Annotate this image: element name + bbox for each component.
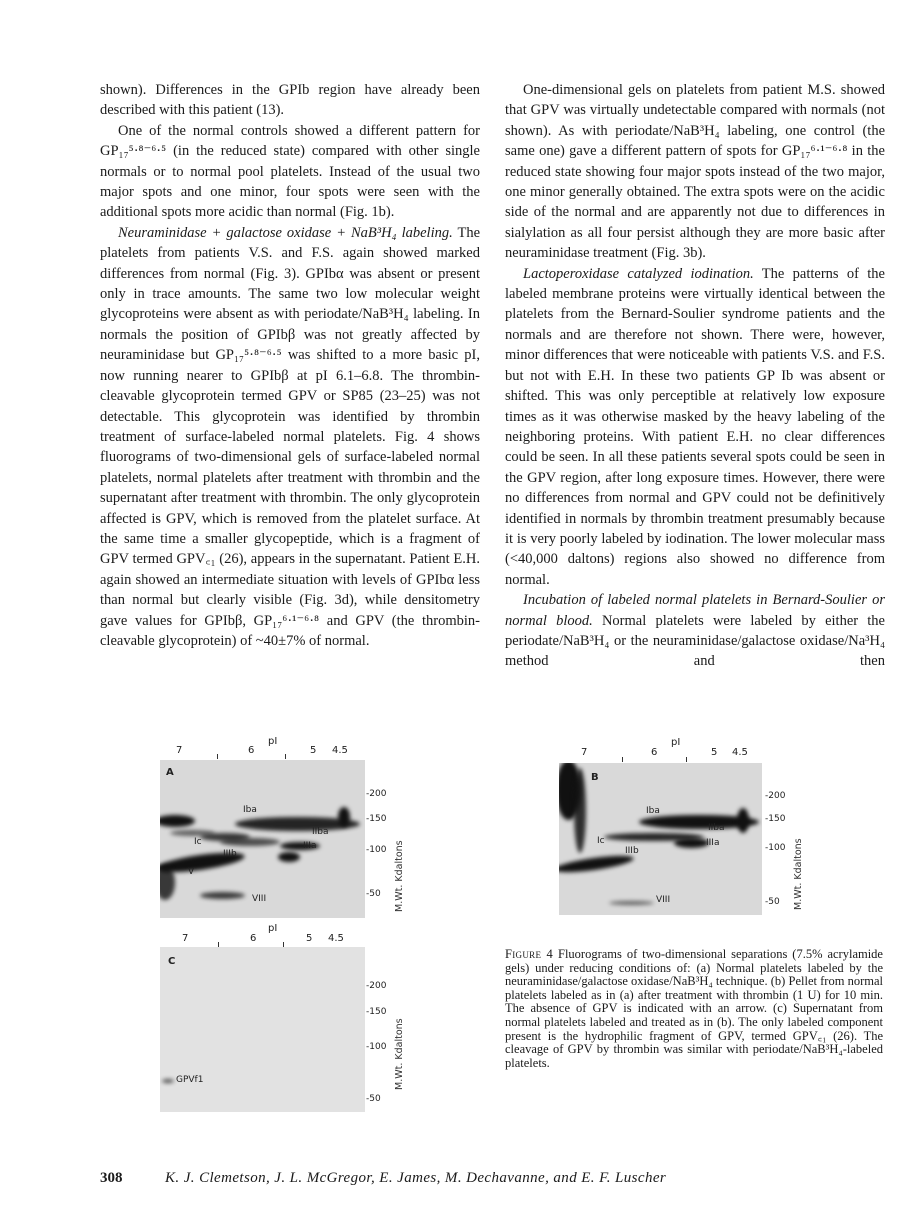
mw-axis-label: M.Wt. Kdaltons [394,1018,405,1090]
section-heading: Neuraminidase + galactose oxidase + NaB³H₄ labeling. [118,224,453,241]
left-column [100,80,480,651]
paragraph: One of the normal controls showed a different pattern for GP₁₇⁵·⁸⁻⁶·⁵ (in the reduced state) compared with other single normals or to normal pool platelets. Instead of the usual two major spots and one minor, four spots were seen with the additional spots more acidic than normal (Fig. 1b). [100,122,480,221]
band-label: Iba [243,805,257,815]
pi-tick: 7 [581,747,588,758]
panel-letter: A [166,767,174,778]
band-label: IIba [312,827,329,837]
band-label: Iba [646,806,660,816]
panel-letter: C [168,956,176,967]
mw-tick: -200 [366,981,387,991]
mw-tick: -200 [765,791,786,801]
section-heading: Lactoperoxidase catalyzed iodination. [523,265,754,282]
pi-tick: 6 [651,747,658,758]
band-label: GPVf1 [176,1075,204,1085]
pi-tick: 5 [310,745,317,756]
pi-tick: 7 [182,933,189,944]
pi-tick: 6 [250,933,257,944]
band-label: V [188,867,195,877]
band-label: IIIb [625,846,639,856]
pi-tick: 4.5 [332,745,348,756]
mw-tick: -50 [366,889,381,899]
pi-tick: 5 [711,747,718,758]
paragraph [505,590,885,672]
band-label: Ic [194,837,202,847]
pi-tick: 4.5 [328,933,344,944]
right-column [505,80,885,672]
band-label: IIIb [223,849,237,859]
paragraph-text: The platelets from patients V.S. and F.S. again showed marked differences from normal (Fig. 3). GPIbα was absent or present only in trace amounts. The same two low molecular weight glycoproteins were absent as with periodate/NaB³H₄ labeling. In normals the position of GPIbβ was not greatly affected by neuraminidase but GP₁₇⁵·⁸⁻⁶·⁵ was shifted to a more basic pI, now running nearer to GPIbβ at pI 6.1–6.8. The thrombin-cleavable glycoprotein termed GPV or SP85 (23–25) was not detectable. This glycoprotein was identified by thrombin treatment of surface-labeled normal platelets. Fig. 4 shows fluorograms of two-dimensional gels of surface-labeled normal platelets, normal platelets after treatment with thrombin and the supernatant after treatment with thrombin. The only glycoprotein affected is GPV, which is removed from the platelet surface. At the same time a smaller glycopeptide, which is a fragment of GPV termed GPV꜀₁ (26), appears in the supernatant. Patient E.H. again showed an intermediate situation with levels of GPIbα less than normal but clearly visible (Fig. 3d), while densitometry gave values for GPIbβ, GP₁₇⁶·¹⁻⁶·⁸ and GPV (the thrombin-cleavable glycoprotein) of ~40±7% of normal. [100,224,480,649]
paragraph [100,223,480,652]
panel-letter: B [591,772,599,783]
paragraph: shown). Differences in the GPIb region have already been described with this patient (13). [100,82,480,119]
band-label: IIIa [303,841,317,851]
mw-tick: -100 [366,1042,387,1052]
mw-tick: -100 [765,843,786,853]
mw-tick: -50 [366,1094,381,1104]
paragraph-text: The patterns of the labeled membrane proteins were virtually identical between the platelets from the Bernard-Soulier syndrome patients and the normals and are therefore not shown. There were, however, minor differences that were noticeable with patients V.S. and F.S. but not with E.H. In these two patients GP Ib was absent or shifted. This was only perceptible at relatively low exposure times as it was otherwise masked by the heavy labeling of the neighboring proteins. With patient E.H. no clear differences could be seen. In all these patients several spots could be seen in the GPV region, after long exposure times. However, there were no differences from normal and GPV could not be definitively identified in normals by thrombin treatment presumably because it is very poorly labeled by iodination. The lower molecular mass (<40,000 daltons) regions also showed no difference from normal. [505,265,885,588]
band-label: IIIa [706,838,720,848]
band-label: IIba [708,823,725,833]
pi-tick: 5 [306,933,313,944]
band-label: Ic [597,836,605,846]
mw-tick: -150 [765,814,786,824]
page-number: 308 [100,1170,123,1186]
paragraph-text: Normal platelets were labeled by either the periodate/NaB³H₄ or the neuraminidase/galactose oxidase/Na³H₄ method and then [505,612,885,670]
mw-tick: -200 [366,789,387,799]
pi-label: pI [671,737,681,748]
mw-tick: -50 [765,897,780,907]
pi-tick: 6 [248,745,255,756]
caption-label: Figure 4 [505,947,554,961]
mw-tick: -100 [366,845,387,855]
mw-tick: -150 [366,1007,387,1017]
authors: K. J. Clemetson, J. L. McGregor, E. James, M. Dechavanne, and E. F. Luscher [165,1170,667,1186]
pi-label: pI [268,923,278,934]
paragraph [505,264,885,591]
mw-axis-label: M.Wt. Kdaltons [793,838,804,910]
section-heading: Incubation of labeled normal platelets in Bernard-Soulier or normal blood. [505,592,885,629]
pi-tick: 7 [176,745,183,756]
figure-caption [505,948,883,1070]
mw-axis-label: M.Wt. Kdaltons [394,840,405,912]
band-label: VIII [656,895,671,905]
pi-label: pI [268,736,278,747]
mw-tick: -150 [366,814,387,824]
pi-tick: 4.5 [732,747,748,758]
paragraph: One-dimensional gels on platelets from patient M.S. showed that GPV was virtually undetectable compared with normals (not shown). As with periodate/NaB³H₄ labeling, one control (the same one) gave a different pattern of spots for GP₁₇⁶·¹⁻⁶·⁸ in the reduced state showing four major spots instead of the two major, one minor generally obtained. The extra spots were on the acidic side of the normal and are apparently not due to differences in sialylation as all four persist although they are more basic after neuraminidase treatment (Fig. 3b). [505,82,885,262]
caption-text: Fluorograms of two-dimensional separations (7.5% acrylamide gels) under reducing conditions of: (a) Normal platelets labeled by the neuraminidase/galactose oxidase/NaB³H₄ technique. (b) Pellet from normal platelets labeled as in (a) after treatment with thrombin (1 U) for 10 min. The absence of GPV is indicated with an arrow. (c) Supernatant from normal platelets labeled and treated as in (b). The only labeled component present is the hydrophilic fragment of GPV, termed GPV꜀₁ (26). The cleavage of GPV by thrombin was similar with periodate/NaB³H₄-labeled platelets. [505,947,883,1070]
band-label: VIII [252,894,267,904]
page-footer [100,1170,666,1187]
